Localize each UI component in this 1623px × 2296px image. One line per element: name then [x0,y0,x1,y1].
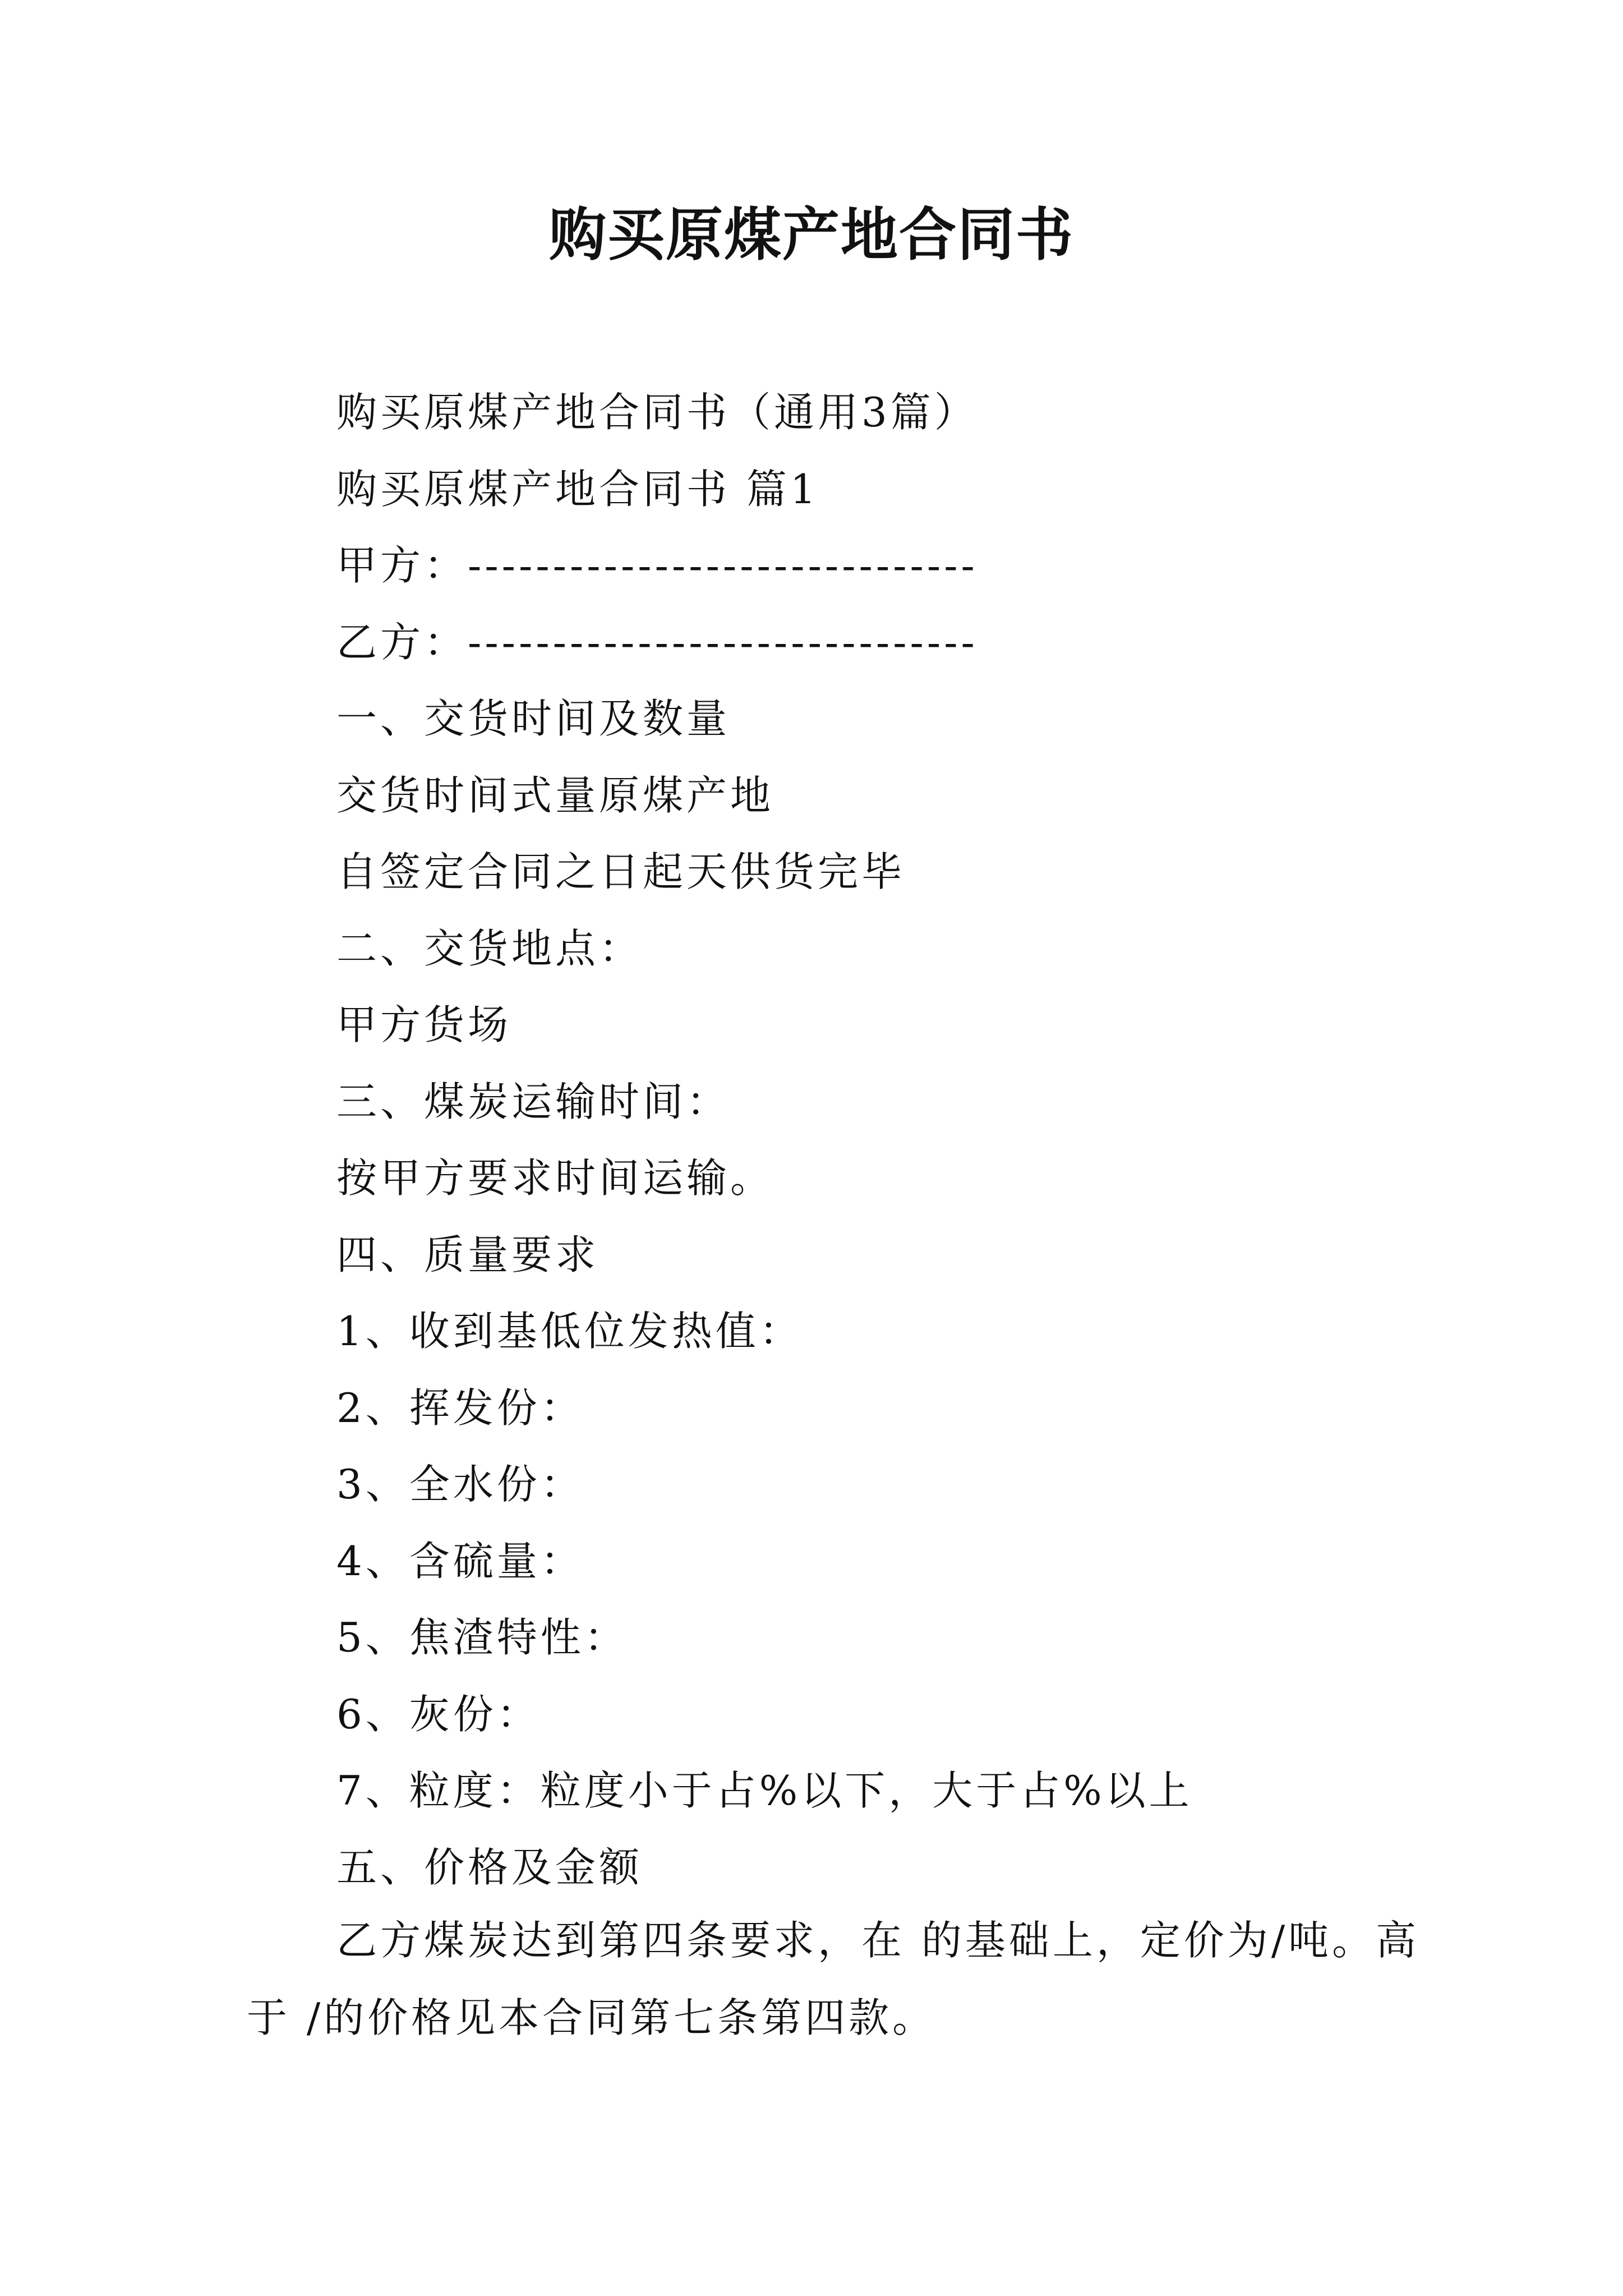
quality-item: 7、粒度：粒度小于占%以下，大于占%以上 [336,1767,1193,1814]
quality-item: 6、灰份： [336,1691,541,1738]
clause-text: 甲方货场 [336,1001,512,1048]
clause-heading: 三、煤炭运输时间： [336,1078,731,1125]
party-b-line: 乙方：------------------------------ [336,619,978,666]
subtitle: 购买原煤产地合同书（通用3篇） [336,389,978,436]
page-title: 购买原煤产地合同书 [549,202,1074,269]
quality-item: 1、收到基低位发热值： [336,1308,803,1355]
quality-item: 4、含硫量： [336,1538,584,1585]
clause-text: 交货时间式量原煤产地 [336,772,774,819]
section-heading: 购买原煤产地合同书 篇1 [336,466,819,513]
clause-heading: 四、质量要求 [336,1231,600,1278]
quality-item: 3、全水份： [336,1461,584,1508]
quality-item: 5、焦渣特性： [336,1614,628,1661]
clause-text: 自签定合同之日起天供货完毕 [336,848,906,895]
clause-heading: 二、交货地点： [336,925,643,972]
clause-text: 按甲方要求时间运输。 [336,1154,774,1202]
clause-heading: 一、交货时间及数量 [336,695,731,742]
price-paragraph: 乙方煤炭达到第四条要求，在 的基础上，定价为/吨。高于 /的价格见本合同第七条第四款。 [247,1917,1420,2041]
quality-item: 2、挥发份： [336,1384,584,1432]
clause-heading: 五、价格及金额 [336,1844,643,1891]
party-a-line: 甲方：------------------------------ [336,542,978,589]
